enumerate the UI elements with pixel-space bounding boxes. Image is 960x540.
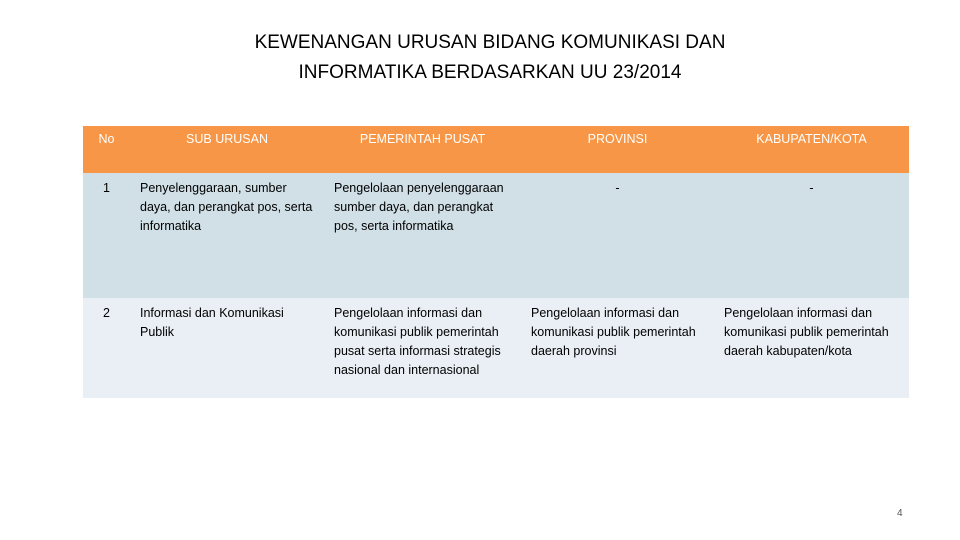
cell-pusat: Pengelolaan penyelenggaraan sumber daya, dan perangkat pos, serta informatika	[324, 173, 521, 298]
header-pemerintah-pusat: PEMERINTAH PUSAT	[324, 126, 521, 173]
cell-kabupaten: Pengelolaan informasi dan komunikasi publik pemerintah daerah kabupaten/kota	[714, 298, 909, 398]
header-kabupaten-kota: KABUPATEN/KOTA	[714, 126, 909, 173]
slide-title	[0, 28, 960, 88]
title-line-2: INFORMATIKA BERDASARKAN UU 23/2014	[298, 62, 682, 83]
authority-table	[83, 126, 909, 398]
cell-pusat: Pengelolaan informasi dan komunikasi publik pemerintah pusat serta informasi strategis nasional dan internasional	[324, 298, 521, 398]
header-sub-urusan: SUB URUSAN	[130, 126, 324, 173]
header-provinsi: PROVINSI	[521, 126, 714, 173]
table-row	[83, 173, 909, 298]
cell-sub-urusan: Informasi dan Komunikasi Publik	[130, 298, 324, 398]
cell-kabupaten: -	[714, 173, 909, 298]
table-row	[83, 298, 909, 398]
title-line-1: KEWENANGAN URUSAN BIDANG KOMUNIKASI DAN	[254, 32, 726, 53]
cell-sub-urusan: Penyelenggaraan, sumber daya, dan perangkat pos, serta informatika	[130, 173, 324, 298]
cell-provinsi: Pengelolaan informasi dan komunikasi publik pemerintah daerah provinsi	[521, 298, 714, 398]
page-number: 4	[897, 508, 903, 519]
header-row	[83, 126, 909, 173]
cell-provinsi: -	[521, 173, 714, 298]
cell-no: 1	[83, 173, 130, 298]
cell-no: 2	[83, 298, 130, 398]
header-no: No	[83, 126, 130, 173]
